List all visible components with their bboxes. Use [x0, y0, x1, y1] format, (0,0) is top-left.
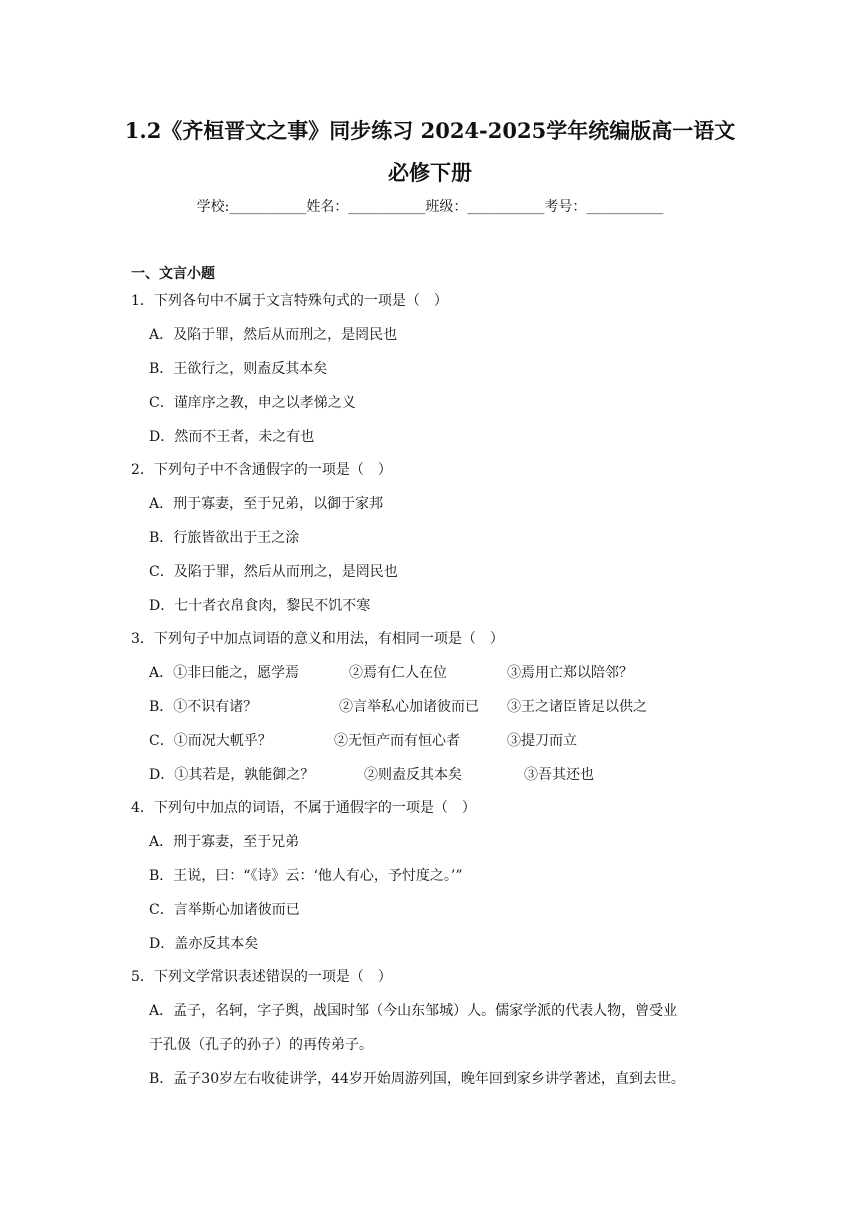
option-b-part-2: ②言举私心加诸彼而已 — [339, 699, 479, 715]
student-info-line: 学校:___________姓名：___________班级：___________考号：___________ — [196, 199, 664, 215]
option-c-part-3: ③提刀而立 — [507, 733, 577, 749]
question-2-option-a: A．刑于寡妻，至于兄弟，以御于家邦 — [149, 496, 384, 512]
question-3-option-b — [149, 697, 749, 717]
document-title-line1: 1.2《齐桓晋文之事》同步练习 2024-2025学年统编版高一语文 — [124, 118, 736, 143]
option-b-part-3: ③王之诸臣皆足以供之 — [507, 699, 647, 715]
option-c-part-1: C．①而况大軏乎？ — [149, 733, 272, 749]
option-a-part-3: ③焉用亡郑以陪邻？ — [507, 665, 633, 681]
question-1-stem: 1．下列各句中不属于文言特殊句式的一项是（ ） — [131, 293, 448, 309]
question-2-stem: 2．下列句子中不含通假字的一项是（ ） — [131, 462, 392, 478]
question-4-option-a: A．刑于寡妻，至于兄弟 — [149, 834, 300, 850]
question-5-option-a-continued: 于孔伋（孔子的孙子）的再传弟子。 — [149, 1037, 373, 1053]
section-heading: 一、文言小题 — [131, 266, 215, 282]
question-4-stem: 4．下列句中加点的词语，不属于通假字的一项是（ ） — [131, 800, 476, 816]
question-3-stem: 3．下列句子中加点词语的意义和用法，有相同一项是（ ） — [131, 631, 504, 647]
question-4-option-d: D．盖亦反其本矣 — [149, 936, 259, 952]
question-5-stem: 5．下列文学常识表述错误的一项是（ ） — [131, 969, 392, 985]
option-b-part-1: B．①不识有诸？ — [149, 699, 258, 715]
document-title-line2: 必修下册 — [388, 160, 472, 185]
question-2-option-d: D．七十者衣帛食肉，黎民不饥不寒 — [149, 598, 371, 614]
question-2-option-c: C．及陷于罪，然后从而刑之，是罔民也 — [149, 564, 398, 580]
question-1-option-a: A．及陷于罪，然后从而刑之，是罔民也 — [149, 327, 398, 343]
question-2-option-b: B．行旅皆欲出于王之涂 — [149, 530, 300, 546]
question-3-option-c — [149, 731, 749, 751]
question-1-option-b: B．王欲行之，则盍反其本矣 — [149, 361, 328, 377]
option-d-part-1: D．①其若是，孰能御之？ — [149, 767, 315, 783]
question-3-option-d — [149, 765, 749, 785]
option-a-part-2: ②焉有仁人在位 — [349, 665, 447, 681]
question-1-option-c: C．谨庠序之教，申之以孝悌之义 — [149, 395, 356, 411]
question-5-option-b: B．孟子30岁左右收徒讲学，44岁开始周游列国，晚年回到家乡讲学著述，直到去世。 — [149, 1071, 685, 1087]
option-d-part-2: ②则盍反其本矣 — [364, 767, 462, 783]
question-4-option-c: C．言举斯心加诸彼而已 — [149, 902, 300, 918]
option-a-part-1: A．①非曰能之，愿学焉 — [149, 665, 300, 681]
question-3-option-a — [149, 663, 749, 683]
question-5-option-a: A．孟子，名轲，字子舆，战国时邹（今山东邹城）人。儒家学派的代表人物，曾受业 — [149, 1003, 678, 1019]
question-1-option-d: D．然而不王者，未之有也 — [149, 429, 315, 445]
option-c-part-2: ②无恒产而有恒心者 — [334, 733, 460, 749]
option-d-part-3: ③吾其还也 — [524, 767, 594, 783]
question-4-option-b: B．王说，曰：“《诗》云：‘他人有心，予忖度之。’” — [149, 868, 463, 884]
